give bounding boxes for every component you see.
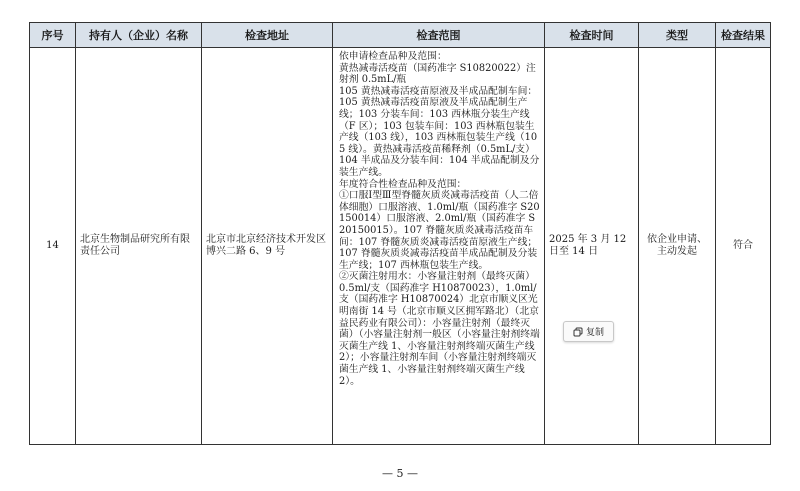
cell-type: 依企业申请、主动发起 [639, 48, 716, 445]
table-row [30, 48, 771, 445]
table-header-row [30, 23, 771, 48]
header-time: 检查时间 [545, 23, 639, 48]
header-address: 检查地址 [202, 23, 333, 48]
copy-button[interactable] [563, 321, 614, 342]
header-scope: 检查范围 [333, 23, 545, 48]
page-number: — 5 — [382, 467, 418, 480]
header-holder: 持有人（企业）名称 [76, 23, 202, 48]
copy-button-label: 复制 [585, 328, 604, 338]
header-result: 检查结果 [716, 23, 771, 48]
copy-icon [573, 327, 583, 337]
inspection-table [29, 22, 771, 445]
cell-result: 符合 [716, 48, 771, 445]
cell-time: 2025 年 3 月 12 日至 14 日 [545, 48, 639, 445]
cell-address: 北京市北京经济技术开发区博兴二路 6、9 号 [202, 48, 333, 445]
cell-holder: 北京生物制品研究所有限责任公司 [76, 48, 202, 445]
cell-number: 14 [30, 48, 76, 445]
scope-text: 依申请检查品种及范围： 黄热减毒活疫苗（国药准字 S10820022）注射剂 0.5mL/瓶 105 黄热减毒活疫苗原液及半成品配制车间：105 黄热减毒活疫苗原液及半成品配制生产线；103 分装车间：103 西林瓶分装生产线（F 区）；103 包装车间：103 西林瓶包装生产线（103 线），103 西林瓶包装生产线（105 线）。黄热减毒活疫苗稀释剂（0.5mL/支）104 半成品及分装车间：104 半成品配制及分装生产线。 年度符合性检查品种及范围： ①口服Ⅰ型Ⅲ型脊髓灰质炎减毒活疫苗（人二倍体细胞）口服溶液、1.0ml/瓶（国药准字 S20150014）口服溶液、2.0ml/瓶（国药准字 S20150015）。107 脊髓灰质炎减毒活疫苗车间：107 脊髓灰质炎减毒活疫苗原液生产线；107 脊髓灰质炎减毒活疫苗半成品配制及分装生产线；107 西林瓶包装生产线。 ②灭菌注射用水：小容量注射剂（最终灭菌）0.5ml/支（国药准字 H10870023），1.0ml/支（国药准字 H10870024）北京市顺义区光明南街 14 号（北京市顺义区拥军路北）（北京益民药业有限公司）：小容量注射剂（最终灭菌）（小容量注射剂一般区（小容量注射剂终端灭菌生产线 1、小容量注射剂终端灭菌生产线 2）；小容量注射剂车间（小容量注射剂终端灭菌生产线 1、小容量注射剂终端灭菌生产线 2）。 [339, 51, 540, 387]
cell-scope [333, 48, 545, 445]
header-type: 类型 [639, 23, 716, 48]
header-number: 序号 [30, 23, 76, 48]
